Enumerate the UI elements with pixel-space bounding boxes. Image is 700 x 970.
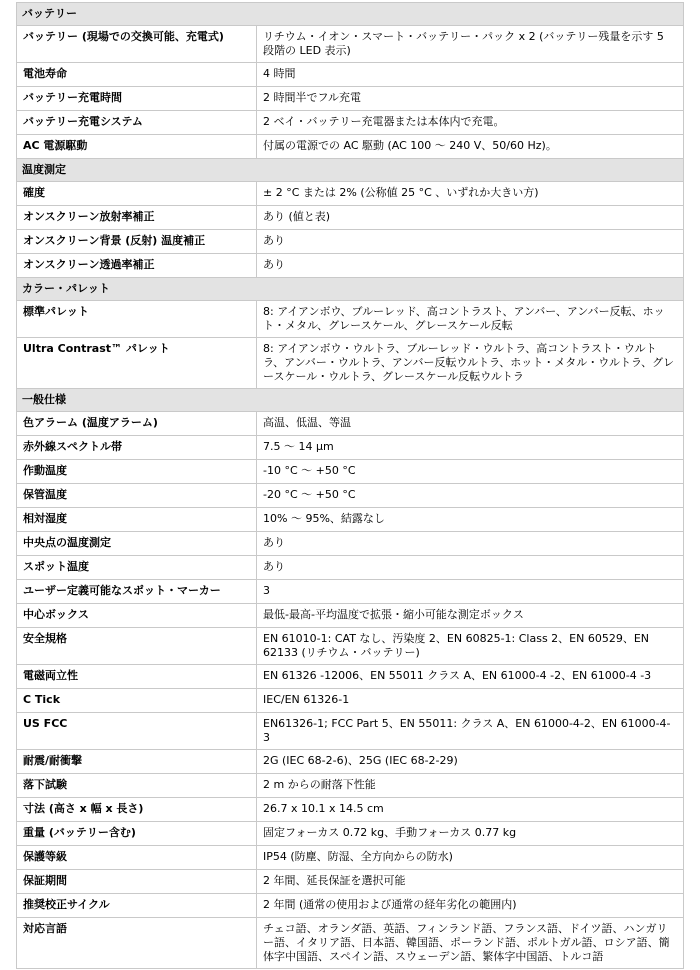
spec-row <box>17 556 684 580</box>
spec-value: あり (値と表) <box>257 206 684 230</box>
spec-value: 2 m からの耐落下性能 <box>257 774 684 798</box>
spec-value: 4 時間 <box>257 63 684 87</box>
spec-label: 安全規格 <box>17 628 257 665</box>
spec-value: ± 2 °C または 2% (公称値 25 °C 、いずれか大きい方) <box>257 182 684 206</box>
spec-label: US FCC <box>17 713 257 750</box>
spec-row <box>17 750 684 774</box>
spec-value: 2 年間 (通常の使用および通常の経年劣化の範囲内) <box>257 894 684 918</box>
spec-table-body <box>17 3 684 969</box>
spec-label: バッテリー (現場での交換可能、充電式) <box>17 26 257 63</box>
spec-value: IP54 (防塵、防湿、全方向からの防水) <box>257 846 684 870</box>
spec-row <box>17 412 684 436</box>
section-title: 温度測定 <box>17 159 684 182</box>
spec-label: スポット温度 <box>17 556 257 580</box>
spec-value: IEC/EN 61326-1 <box>257 689 684 713</box>
spec-value: チェコ語、オランダ語、英語、フィンランド語、フランス語、ドイツ語、ハンガリー語、イタリア語、日本語、韓国語、ポーランド語、ポルトガル語、ロシア語、簡体字中国語、スペイン語、スウェーデン語、繁体字中国語、トルコ語 <box>257 918 684 969</box>
spec-row <box>17 436 684 460</box>
spec-label: AC 電源駆動 <box>17 135 257 159</box>
spec-row <box>17 301 684 338</box>
spec-row <box>17 111 684 135</box>
spec-label: Ultra Contrast™ パレット <box>17 338 257 389</box>
spec-value: あり <box>257 532 684 556</box>
spec-value: EN61326-1; FCC Part 5、EN 55011: クラス A、EN 61000-4-2、EN 61000-4-3 <box>257 713 684 750</box>
spec-row <box>17 230 684 254</box>
spec-label: バッテリー充電時間 <box>17 87 257 111</box>
spec-value: 固定フォーカス 0.72 kg、手動フォーカス 0.77 kg <box>257 822 684 846</box>
spec-row <box>17 689 684 713</box>
section-header <box>17 389 684 412</box>
spec-row <box>17 254 684 278</box>
spec-label: C Tick <box>17 689 257 713</box>
spec-row <box>17 774 684 798</box>
spec-row <box>17 87 684 111</box>
spec-value: 26.7 x 10.1 x 14.5 cm <box>257 798 684 822</box>
spec-row <box>17 63 684 87</box>
section-header <box>17 159 684 182</box>
spec-label: オンスクリーン背景 (反射) 温度補正 <box>17 230 257 254</box>
spec-row <box>17 135 684 159</box>
spec-label: 確度 <box>17 182 257 206</box>
spec-value: 2G (IEC 68-2-6)、25G (IEC 68-2-29) <box>257 750 684 774</box>
spec-label: オンスクリーン透過率補正 <box>17 254 257 278</box>
spec-value: 高温、低温、等温 <box>257 412 684 436</box>
spec-value: 最低-最高-平均温度で拡張・縮小可能な測定ボックス <box>257 604 684 628</box>
spec-value: 10% ～ 95%、結露なし <box>257 508 684 532</box>
spec-label: 対応言語 <box>17 918 257 969</box>
spec-label: バッテリー充電システム <box>17 111 257 135</box>
spec-value: あり <box>257 254 684 278</box>
spec-label: 色アラーム (温度アラーム) <box>17 412 257 436</box>
spec-row <box>17 665 684 689</box>
spec-row <box>17 26 684 63</box>
spec-row <box>17 628 684 665</box>
spec-label: 電磁両立性 <box>17 665 257 689</box>
spec-label: 作動温度 <box>17 460 257 484</box>
spec-row <box>17 532 684 556</box>
spec-label: 中心ボックス <box>17 604 257 628</box>
spec-label: 保管温度 <box>17 484 257 508</box>
spec-label: 保護等級 <box>17 846 257 870</box>
spec-row <box>17 846 684 870</box>
spec-label: オンスクリーン放射率補正 <box>17 206 257 230</box>
spec-value: 2 ベイ・バッテリー充電器または本体内で充電。 <box>257 111 684 135</box>
spec-value: EN 61326 -12006、EN 55011 クラス A、EN 61000-4 -2、EN 61000-4 -3 <box>257 665 684 689</box>
spec-row <box>17 798 684 822</box>
spec-row <box>17 508 684 532</box>
section-title: バッテリー <box>17 3 684 26</box>
spec-label: 相対湿度 <box>17 508 257 532</box>
section-header <box>17 278 684 301</box>
spec-value: 7.5 ～ 14 μm <box>257 436 684 460</box>
spec-value: 8: アイアンボウ、ブルーレッド、高コントラスト、アンバー、アンバー反転、ホット・メタル、グレースケール、グレースケール反転 <box>257 301 684 338</box>
spec-label: 赤外線スペクトル帯 <box>17 436 257 460</box>
section-title: カラー・パレット <box>17 278 684 301</box>
spec-row <box>17 182 684 206</box>
section-header <box>17 3 684 26</box>
spec-label: 重量 (バッテリー含む) <box>17 822 257 846</box>
spec-value: -10 °C ～ +50 °C <box>257 460 684 484</box>
spec-row <box>17 918 684 969</box>
spec-row <box>17 206 684 230</box>
spec-label: 耐震/耐衝撃 <box>17 750 257 774</box>
spec-value: 3 <box>257 580 684 604</box>
spec-value: あり <box>257 556 684 580</box>
spec-label: 保証期間 <box>17 870 257 894</box>
section-title: 一般仕様 <box>17 389 684 412</box>
spec-value: リチウム・イオン・スマート・バッテリー・パック x 2 (バッテリー残量を示す 5 段階の LED 表示) <box>257 26 684 63</box>
spec-label: ユーザー定義可能なスポット・マーカー <box>17 580 257 604</box>
spec-value: EN 61010-1: CAT なし、汚染度 2、EN 60825-1: Class 2、EN 60529、EN 62133 (リチウム・バッテリー) <box>257 628 684 665</box>
spec-label: 中央点の温度測定 <box>17 532 257 556</box>
spec-value: 8: アイアンボウ・ウルトラ、ブルーレッド・ウルトラ、高コントラスト・ウルトラ、アンバー・ウルトラ、アンバー反転ウルトラ、ホット・メタル・ウルトラ、グレースケール・ウルトラ、グレースケール反転ウルトラ <box>257 338 684 389</box>
spec-row <box>17 894 684 918</box>
spec-label: 電池寿命 <box>17 63 257 87</box>
spec-value: あり <box>257 230 684 254</box>
spec-row <box>17 580 684 604</box>
spec-value: -20 °C ～ +50 °C <box>257 484 684 508</box>
spec-row <box>17 870 684 894</box>
spec-row <box>17 822 684 846</box>
spec-label: 寸法 (高さ x 幅 x 長さ) <box>17 798 257 822</box>
spec-label: 標準パレット <box>17 301 257 338</box>
spec-label: 落下試験 <box>17 774 257 798</box>
spec-value: 2 時間半でフル充電 <box>257 87 684 111</box>
spec-row <box>17 338 684 389</box>
spec-row <box>17 484 684 508</box>
spec-row <box>17 460 684 484</box>
spec-row <box>17 604 684 628</box>
spec-row <box>17 713 684 750</box>
spec-table <box>16 2 684 969</box>
spec-value: 2 年間、延長保証を選択可能 <box>257 870 684 894</box>
spec-label: 推奨校正サイクル <box>17 894 257 918</box>
spec-value: 付属の電源での AC 駆動 (AC 100 ～ 240 V、50/60 Hz)。 <box>257 135 684 159</box>
